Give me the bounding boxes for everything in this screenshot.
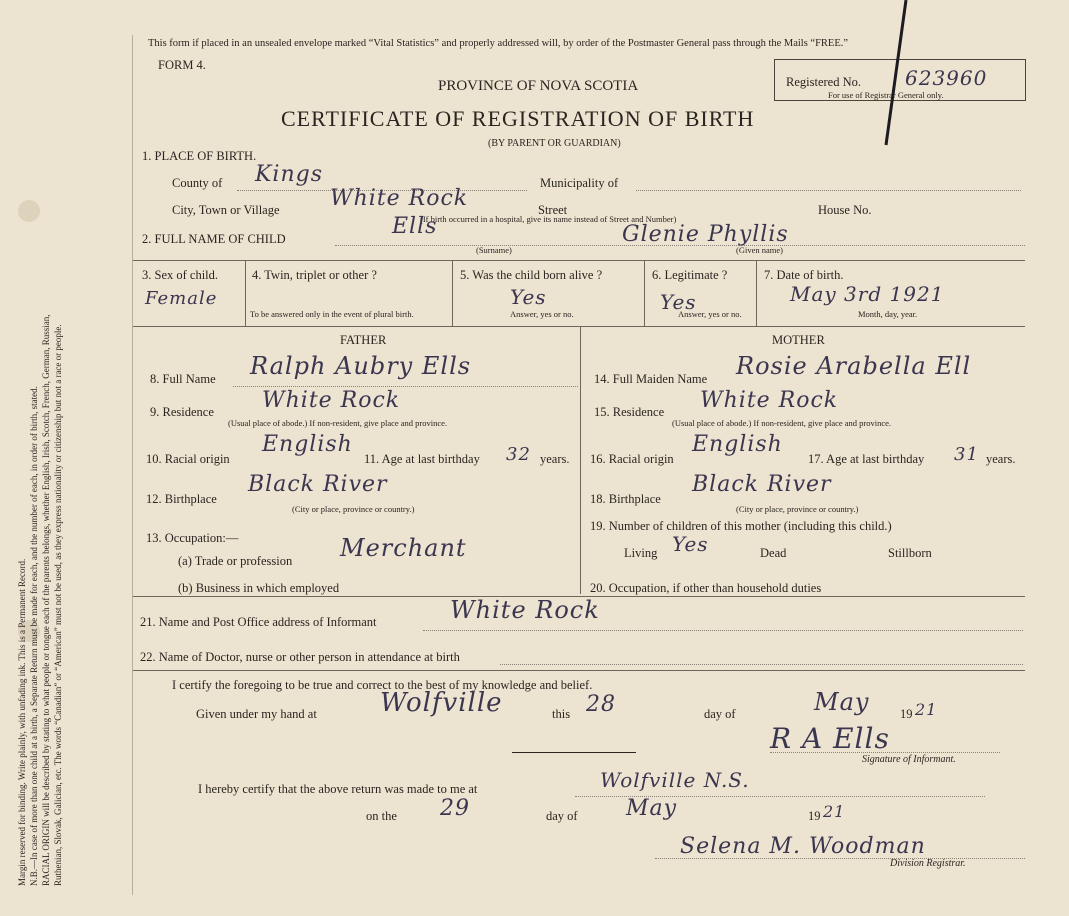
alive-label: 5. Was the child born alive ?: [460, 268, 603, 282]
father-birthplace-note: (City or place, province or country.): [292, 504, 415, 514]
separator-rule: [512, 752, 636, 753]
county-label: County of: [172, 176, 223, 190]
certify-statement: I certify the foregoing to be true and correct to the best of my knowledge and belief.: [172, 678, 593, 692]
registered-number: 623960: [905, 66, 988, 90]
father-trade: Merchant: [340, 534, 467, 562]
father-residence-note: (Usual place of abode.) If non-resident, give place and province.: [228, 418, 448, 428]
registrar-month: May: [626, 796, 678, 821]
twin-note: To be answered only in the event of plural birth.: [250, 309, 414, 319]
mother-name: Rosie Arabella Ell: [736, 352, 972, 380]
margin-note-4: Ruthenian, Slovak, Galician, etc. The words “Canadian” or “American” must not be used, as they express nationality or citizenship but not a race or people.: [53, 324, 63, 886]
signature-line: [770, 752, 1000, 753]
municipality-label: Municipality of: [540, 176, 619, 190]
father-name-label: 8. Full Name: [150, 372, 216, 386]
place-of-birth-label: 1. PLACE OF BIRTH.: [142, 149, 257, 163]
mother-residence-note: (Usual place of abode.) If non-resident, give place and province.: [672, 418, 892, 428]
father-trade-label: (a) Trade or profession: [178, 554, 293, 568]
child-name-line: [335, 245, 1025, 246]
mother-name-label: 14. Full Maiden Name: [594, 372, 708, 386]
this-label: this: [552, 707, 571, 721]
child-surname: Ells: [392, 214, 438, 239]
registrar-year: 21: [823, 802, 846, 821]
certify-month: May: [814, 688, 870, 716]
mother-age: 31: [954, 444, 979, 465]
father-birthplace: Black River: [248, 472, 388, 497]
margin-note-2: N.B.—In case of more than one child at a birth, a Separate Return must be made for each, and the number of each, in order of birth, stated.: [29, 386, 39, 886]
certificate-subtitle: (BY PARENT OR GUARDIAN): [488, 138, 621, 149]
parents-divider: [580, 326, 581, 594]
father-age-label: 11. Age at last birthday: [364, 452, 480, 466]
father-years: years.: [540, 452, 570, 466]
certify-day: 28: [586, 692, 616, 717]
divider: [133, 326, 1025, 327]
registrar-day: 29: [440, 796, 470, 821]
sex-value: Female: [145, 288, 218, 309]
registrar-statement: I hereby certify that the above return was made to me at: [198, 782, 478, 796]
father-birthplace-label: 12. Birthplace: [146, 492, 217, 506]
registrar-signature-line: [655, 858, 1025, 859]
legitimate-label: 6. Legitimate ?: [652, 268, 728, 282]
birth-date-label: 7. Date of birth.: [764, 268, 844, 282]
surname-caption: (Surname): [476, 245, 512, 255]
margin-note-3: RACIAL ORIGIN will be described by stating to what people or tongue each of the parents belongs, whether English, Irish, Scotch, French, German, Russian,: [41, 314, 51, 886]
stillborn-label: Stillborn: [888, 546, 932, 560]
mailing-notice: This form if placed in an unsealed envelope marked “Vital Statistics” and properly addressed will, by order of the Postmaster General pass through the Mails “FREE.”: [148, 38, 849, 49]
father-residence: White Rock: [262, 388, 401, 413]
registrar-caption: Division Registrar.: [890, 858, 966, 869]
municipality-line: [636, 190, 1021, 191]
house-no-label: House No.: [818, 203, 872, 217]
certify-year-prefix: 19: [900, 707, 913, 721]
margin-note-1: Margin reserved for binding. Write plainly, with unfading ink. This is a Permanent Record.: [17, 558, 27, 886]
registrar-place: Wolfville N.S.: [600, 768, 750, 792]
registrar-year-prefix: 19: [808, 809, 821, 823]
certificate-title: CERTIFICATE OF REGISTRATION OF BIRTH: [281, 106, 755, 131]
father-age: 32: [506, 444, 531, 465]
divider: [133, 260, 1025, 261]
father-racial: English: [262, 432, 353, 457]
twin-label: 4. Twin, triplet or other ?: [252, 268, 377, 282]
mother-birthplace-label: 18. Birthplace: [590, 492, 661, 506]
father-name: Ralph Aubry Ells: [250, 352, 472, 380]
registrar-signature: Selena M. Woodman: [680, 834, 926, 859]
mother-birthplace: Black River: [692, 472, 832, 497]
informant-label: 21. Name and Post Office address of Informant: [140, 615, 377, 629]
informant-signature: R A Ells: [770, 722, 890, 755]
legitimate-value: Yes: [660, 290, 697, 314]
divider: [452, 260, 453, 326]
pen-stroke-mark: [880, 0, 920, 150]
street-label: Street: [538, 203, 568, 217]
alive-note: Answer, yes or no.: [510, 309, 574, 319]
father-residence-label: 9. Residence: [150, 405, 214, 419]
father-heading: FATHER: [340, 333, 387, 347]
registrar-on-label: on the: [366, 809, 397, 823]
province-title: PROVINCE OF NOVA SCOTIA: [438, 78, 639, 94]
form-number: FORM 4.: [158, 58, 206, 72]
given-label: Given under my hand at: [196, 707, 317, 721]
divider: [133, 670, 1025, 671]
divider: [756, 260, 757, 326]
informant-address: White Rock: [450, 596, 600, 624]
mother-residence: White Rock: [700, 388, 839, 413]
father-business-label: (b) Business in which employed: [178, 581, 340, 595]
city-label: City, Town or Village: [172, 203, 280, 217]
registrar-day-of-label: day of: [546, 809, 578, 823]
mother-age-label: 17. Age at last birthday: [808, 452, 925, 466]
living-label: Living: [624, 546, 658, 560]
mother-residence-label: 15. Residence: [594, 405, 665, 419]
dead-label: Dead: [760, 546, 787, 560]
mother-racial-label: 16. Racial origin: [590, 452, 674, 466]
registrar-use-note: For use of Registrar General only.: [828, 90, 944, 100]
informant-line: [423, 630, 1023, 631]
child-given-name: Glenie Phyllis: [622, 222, 789, 247]
alive-value: Yes: [510, 285, 547, 309]
mother-occupation-label: 20. Occupation, if other than household duties: [590, 581, 822, 595]
mother-birthplace-note: (City or place, province or country.): [736, 504, 859, 514]
sex-label: 3. Sex of child.: [142, 268, 219, 282]
mother-racial: English: [692, 432, 783, 457]
certify-place: Wolfville: [380, 688, 503, 718]
doctor-label: 22. Name of Doctor, nurse or other person in attendance at birth: [140, 650, 460, 664]
certify-year: 21: [915, 700, 938, 719]
margin-notes: [16, 26, 64, 886]
signature-caption: Signature of Informant.: [862, 754, 956, 765]
father-racial-label: 10. Racial origin: [146, 452, 230, 466]
hospital-note: (If birth occurred in a hospital, give its name instead of Street and Number): [420, 214, 677, 224]
birth-date-note: Month, day, year.: [858, 309, 918, 319]
county-value: Kings: [255, 162, 324, 187]
birth-date-value: May 3rd 1921: [790, 282, 945, 306]
divider: [245, 260, 246, 326]
doctor-line: [500, 664, 1023, 665]
mother-heading: MOTHER: [772, 333, 825, 347]
divider: [644, 260, 645, 326]
father-occupation-label: 13. Occupation:—: [146, 531, 239, 545]
legitimate-note: Answer, yes or no.: [678, 309, 742, 319]
margin-rule: [132, 35, 133, 895]
given-name-caption: (Given name): [736, 245, 783, 255]
father-name-line: [233, 386, 578, 387]
mother-years: years.: [986, 452, 1016, 466]
child-name-label: 2. FULL NAME OF CHILD: [142, 232, 286, 246]
children-count-label: 19. Number of children of this mother (including this child.): [590, 519, 892, 533]
registered-no-label: Registered No.: [786, 75, 861, 89]
city-value: White Rock: [330, 186, 469, 211]
living-value: Yes: [672, 532, 709, 556]
day-of-label: day of: [704, 707, 736, 721]
